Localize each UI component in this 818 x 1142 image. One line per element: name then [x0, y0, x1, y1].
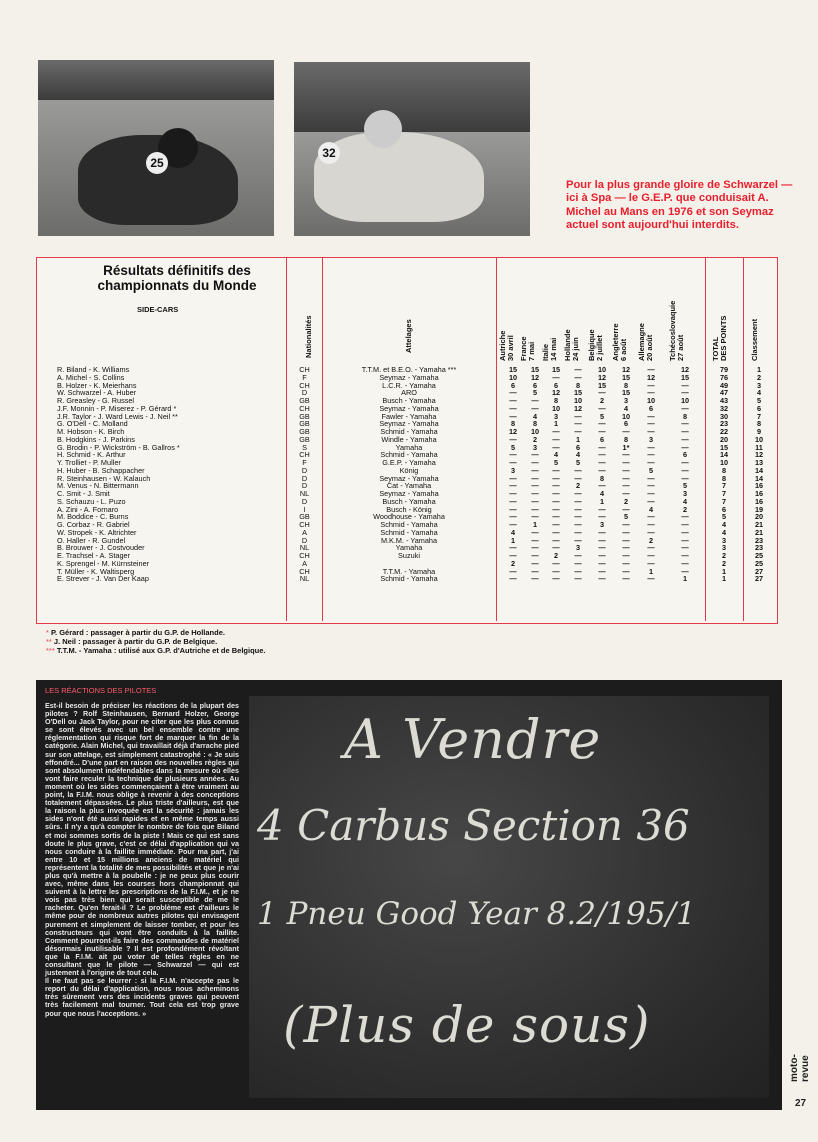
col-tchecoslovaquie: 12 15 — — 10 — 8 — — — — 6 — — — 5 3 4 2 — — — — — — — — 1 — [680, 365, 690, 584]
results-title: Résultats définitifs des championnats du Monde — [97, 263, 257, 293]
col-italie: 15 — 6 12 8 10 3 1 — — — 4 5 — — — — — — — — — — — 2 — — — — [551, 365, 561, 584]
footnote-mark: * — [46, 628, 49, 637]
photo-caption: Pour la plus grande gloire de Schwarzel — ici à Spa — le G.E.P. que conduisait A. Michel au Mans en 1976 et son Seymaz actuel sont aujourd'hui interdits. — [566, 179, 793, 232]
footnote-1 — [46, 628, 266, 637]
col-drivers: R. Biland - K. Williams A. Michel - S. Collins B. Holzer - K. Meierhans W. Schwarzel - A. Huber R. Greasley - G. Russel J.F. Monnin - P. Miserez - P. Gérard * J.R. Taylor - J. Ward Lewis - J. Neil ** G. O'Dell - C. Molland M. Hobson - K. Birch B. Hodgkins - J. Parkins G. Brodin - P. Wickström - B. Gallros * H. Schmid - K. Arthur Y. Trolliet - P. Muller H. Huber - B. Schappacher R. Steinhausen - W. Kalauch M. Venus - N. Bittermann C. Smit - J. Smit S. Schauzu - L. Puzo A. Zini - A. Fornaro M. Boddice - C. Burns G. Corbaz - R. Gabriel W. Stropek - K. Altrichter O. Haller - R. Gundel B. Brouwer - J. Costvouder E. Trachsel - A. Stager K. Sprengel - M. Kürnsteiner T. Müller - K. Waltisperg E. Strever - J. Van Der Kaap — [57, 365, 180, 584]
col-allemagne: — 12 — — 10 6 — — — 3 — — — 5 — — — — 4 — — — 2 — — — 1 — — [646, 365, 656, 584]
header-allemagne: Allemagne 20 août — [637, 323, 654, 361]
sidecar-photo-2 — [294, 62, 530, 236]
col-attelages: T.T.M. et B.E.O. - Yamaha *** Seymaz - Yamaha L.C.R. - Yamaha ARO Busch - Yamaha Seymaz - Yamaha Fawler - Yamaha Seymaz - Yamaha Schmid - Yamaha Windle - Yamaha Yamaha Schmid - Yamaha G.E.P. - Yamaha König Seymaz - Yamaha Cat - Yamaha Seymaz - Yamaha Busch - Yamaha Busch - König Woodhouse - Yamaha Schmid - Yamaha Schmid - Yamaha M.K.M. - Yamaha Yamaha Suzuki T.T.M. - Yamaha Schmid - Yamaha — [361, 365, 457, 584]
col-total: 79 76 49 47 43 32 30 23 22 20 15 14 10 8 8 7 7 7 6 5 4 4 3 3 2 2 1 1 — [719, 365, 729, 584]
header-angleterre: Angleterre 6 août — [611, 323, 628, 361]
header-tchecoslovaquie: Tchécoslovaquie 27 août — [668, 300, 685, 361]
footnote-text: P. Gérard : passager à partir du G.P. de Hollande. — [48, 628, 225, 637]
footnotes — [46, 628, 266, 655]
footnote-mark: ** — [46, 637, 52, 646]
category-label: SIDE-CARS — [137, 305, 179, 314]
reactions-paragraph-1: Est-il besoin de préciser les réactions de la plupart des pilotes ? Rolf Steinhausen, Bernard Holzer, George O'Dell ou Jack Taylor, pour ne citer que les plus connus se sont élevés avec un bel ensemble contre une réglementation qui risque fort de marquer la fin de la catégorie. Alain Michel, qui travaillait déjà d'arrache pied sur son attelage, est simplement catastrophé : « Je suis effondré... D'une part en raison des nouvelles règles qui sont absolument indéfendables dans la mesure où elles vont faire reculer la technique de plusieurs années. Au moment où les sides commençaient à être vraiment au point, la F.I.M. nous oblige à revenir à des conceptions totalement dépassées. Le plus triste d'ailleurs, est que la raison la plus invoquée est la sécurité : jamais les sides n'ont été aussi rapides et en même temps aussi sûrs. Il n'y a qu'à compter le nombre de fois que Biland et moi sommes sortis de la piste ! Mais ce qui est sans doute le plus grave, c'est ce délai d'application qui va nous conduire à la faillite immédiate. Pour ma part, j'ai entre 10 et 15 millions anciens de matériel qui représentent la totalité de mes possibilités et que je n'ai plus qu'à mettre à la poubelle : je ne peux plus courir avec, même dans les courses hors championnat qui suivent à la lettre les prescriptions de la F.I.M., et je ne vois pas très bien qui serait susceptible de me le racheter. Qu'en ferait-il ? Le problème est d'ailleurs le même pour de nombreux autres pilotes qui envisagent purement et simplement de laisser tomber, et pour les constructeurs qui vont être conduits à la faillite. Comment pourront-ils faire des commandes de matériel désormais inutilisable ? Il est profondément révoltant que la F.I.M. ait pu voter de telles règles en ne consultant que le pilote — Schwarzel — qui est justement à l'origine de tout cela. — [45, 701, 239, 978]
race-number-25: 25 — [146, 152, 168, 174]
chalk-line-3: 1 Pneu Good Year 8.2/195/1 — [257, 896, 696, 932]
header-italie: Italie 14 mai — [541, 337, 558, 361]
header-belgique: Belgique 2 juillet — [587, 329, 604, 361]
reactions-box — [36, 680, 782, 1110]
header-classement: Classement — [750, 318, 759, 361]
col-belgique: 10 12 15 — 2 — 5 — — 6 — — — — 8 — 4 1 — — 3 — — — — — — — — [597, 365, 607, 584]
header-total: TOTAL DES POINTS — [711, 315, 728, 361]
col-hollande: — — 8 15 10 12 — — — 1 6 4 5 — — 2 — — — — — — — 3 — — — — — [573, 365, 583, 584]
footnote-text: T.T.M. - Yamaha : utilisé aux G.P. d'Autriche et de Belgique. — [54, 646, 266, 655]
header-attelages: Attelages — [404, 319, 413, 353]
chalk-line-1: A Vendre — [344, 708, 602, 771]
header-france: France 7 mai — [519, 336, 536, 361]
chalk-line-4: (Plus de sous) — [283, 996, 651, 1054]
reactions-paragraph-2: Il ne faut pas se leurrer : si la F.I.M. n'accepte pas le report du délai d'application, nous nous acheminons très sûrement vers des incidents graves qui peuvent très facilement mal tourner. Tout cela est trop grave pour que nous l'acceptions. » — [45, 976, 239, 1018]
reactions-text — [45, 702, 239, 1018]
sidecar-photo-1 — [38, 60, 274, 236]
header-nationalites: Nationalités — [304, 315, 313, 358]
header-hollande: Hollande 24 juin — [563, 329, 580, 361]
footnote-text: J. Neil : passager à partir du G.P. de Belgique. — [51, 637, 218, 646]
chalk-line-2: 4 Carbus Section 36 — [257, 801, 690, 850]
page-number: 27 — [795, 1098, 807, 1109]
footnote-2 — [46, 637, 266, 646]
col-france: 15 12 6 5 — — 4 8 10 2 3 — — — — — — — — — 1 — — — — — — — — [530, 365, 540, 584]
footnote-mark: *** — [46, 646, 55, 655]
race-number-32: 32 — [318, 142, 340, 164]
col-autriche: 15 10 6 — — — — 8 12 — 5 — — 3 — — — — — — — 4 1 — — 2 — — — [508, 365, 518, 584]
reactions-heading: LES RÉACTIONS DES PILOTES — [45, 686, 157, 695]
magazine-name: moto-revue — [789, 1054, 811, 1082]
footnote-3 — [46, 646, 266, 655]
col-classement: 1 2 3 4 5 6 7 8 9 10 11 12 13 14 14 16 16 16 19 20 21 21 23 23 25 25 27 27 — [754, 365, 764, 584]
header-autriche: Autriche 30 avril — [498, 330, 515, 361]
chalkboard-photo — [249, 696, 769, 1098]
results-table — [36, 257, 778, 624]
col-nationalites: CH F CH D GB CH GB GB GB GB S CH F D D D NL D I GB CH A D NL CH A CH NL — [299, 365, 310, 584]
col-angleterre: 12 15 8 15 3 4 10 6 — 8 1* — — — — — — 2 — 5 — — — — — — — — — [621, 365, 631, 584]
